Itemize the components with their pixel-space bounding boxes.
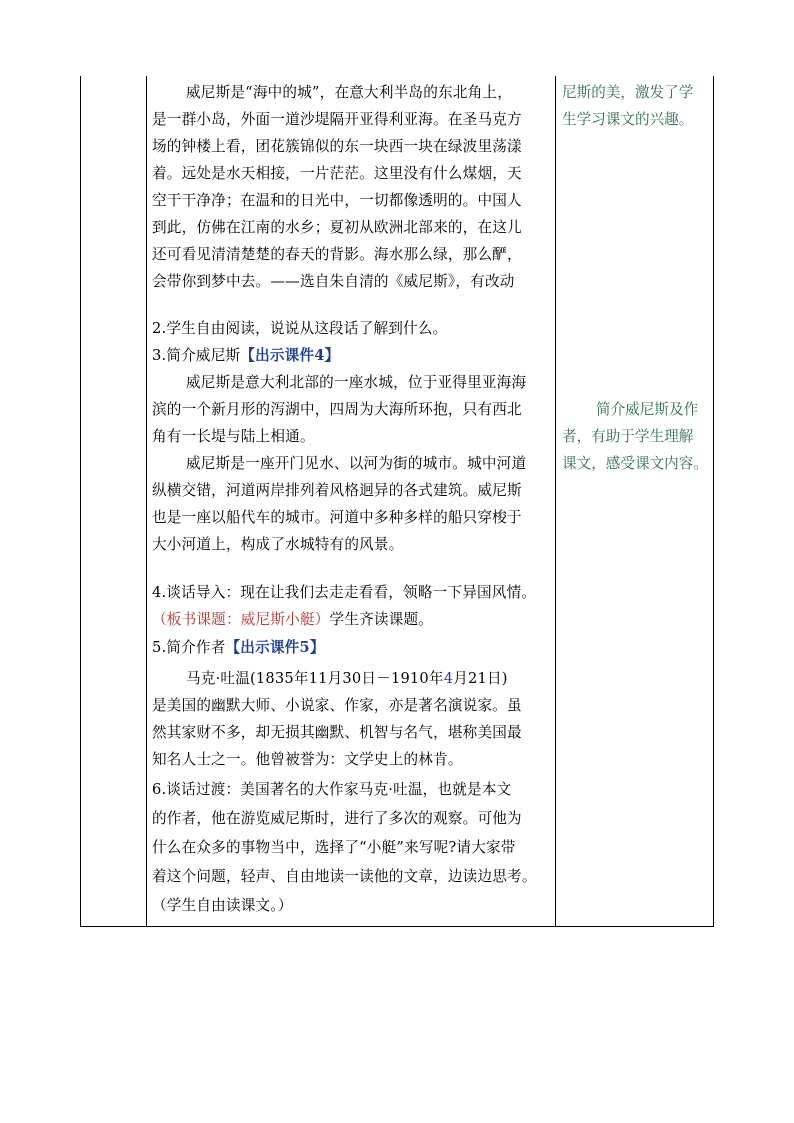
text-line: 空干干净净；在温和的日光中，一切都像透明的。中国人 [152, 192, 522, 209]
courseware-4-number: 4 [314, 347, 325, 364]
text-line: 是美国的幽默大师、小说家、作家，亦是著名演说家。虽 [152, 697, 522, 714]
text-line: 会带你到梦中去。——选自朱自清的《威尼斯》，有改动 [152, 273, 515, 290]
heading-text: 3.简介威尼斯 [152, 347, 241, 364]
note-line: 尼斯的美，激发了学 [562, 84, 694, 101]
text-line: 场的钟楼上看，团花簇锦似的东一块西一块在绿波里荡漾 [152, 138, 522, 155]
board-title-line [152, 607, 433, 633]
text-line: 也是一座以船代车的城市。河道中多种多样的船只穿梭于 [152, 509, 522, 526]
column-divider-1 [146, 76, 147, 927]
table-border-left [80, 76, 81, 927]
text-line: 6.谈话过渡：美国著名的大作家马克·吐温，也就是本文 [152, 781, 512, 798]
text-line: 到此，仿佛在江南的水乡；夏初从欧洲北部来的，在这儿 [152, 219, 522, 236]
section-heading-venice [152, 343, 339, 369]
courseware-5-close: 】 [309, 639, 325, 656]
text-line: 还可看见清清楚楚的春天的背影。海水那么绿，那么酽， [152, 246, 522, 263]
courseware-4-close: 】 [324, 347, 340, 364]
text-line: 纵横交错，河道两岸排列着风格迥异的各式建筑。威尼斯 [152, 482, 522, 499]
text-line: 知名人士之一。他曾被誉为：文学史上的林肯。 [152, 751, 463, 768]
author-dates-month: 4 [443, 670, 454, 687]
note-line: 生学习课文的兴趣。 [562, 111, 694, 128]
table-border-bottom [80, 926, 714, 927]
heading-text: 5.简介作者 [152, 639, 226, 656]
courseware-5-label: 【出示课件 [225, 639, 300, 656]
note-line: 简介威尼斯及作 [596, 401, 699, 418]
column-divider-2 [555, 76, 556, 927]
text-line: 然其家财不多，却无损其幽默、机智与名气，堪称美国最 [152, 724, 522, 741]
author-dates-start: 马克·吐温(1835年11月30日－1910年 [186, 670, 444, 687]
text-line: 的作者，他在游览威尼斯时，进行了多次的观察。可他为 [152, 810, 522, 827]
note-line: 课文，感受课文内容。 [562, 455, 708, 472]
table-border-right [713, 76, 714, 927]
text-line: 威尼斯是一座开门见水、以河为街的城市。城中河道 [186, 455, 527, 472]
text-line: 什么在众多的事物当中，选择了“小艇”来写呢?请大家带 [152, 839, 516, 856]
text-line: 2.学生自由阅读，说说从这段话了解到什么。 [152, 320, 448, 337]
text-line: 滨的一个新月形的泻湖中，四周为大海所环抱，只有西北 [152, 401, 522, 418]
text-line: 大小河道上，构成了水城特有的风景。 [152, 536, 404, 553]
note-line: 者，有助于学生理解 [562, 428, 694, 445]
courseware-4-label: 【出示课件 [240, 347, 315, 364]
author-dates-end: 月21日) [453, 670, 508, 687]
text-line: 是一群小岛，外面一道沙堤隔开亚得利亚海。在圣马克方 [152, 111, 522, 128]
board-title: （板书课题：威尼斯小艇） [152, 611, 330, 628]
text-line: 着。远处是水天相接，一片茫茫。这里没有什么煤烟，天 [152, 165, 522, 182]
author-dates-line [186, 666, 508, 692]
read-title-text: 学生齐读课题。 [329, 611, 434, 628]
lesson-table [80, 76, 714, 927]
text-line: （学生自由读课文。） [152, 897, 293, 914]
section-heading-author [152, 635, 325, 661]
courseware-5-number: 5 [299, 639, 310, 656]
text-line: 威尼斯是意大利北部的一座水城，位于亚得里亚海海 [186, 374, 527, 391]
text-line: 4.谈话导入：现在让我们去走走看看，领略一下异国风情。 [152, 584, 537, 601]
text-line: 着这个问题，轻声、自由地读一读他的文章，边读边思考。 [152, 868, 537, 885]
text-line: 威尼斯是“海中的城”，在意大利半岛的东北角上， [186, 84, 512, 101]
text-line: 角有一长堤与陆上相通。 [152, 428, 315, 445]
